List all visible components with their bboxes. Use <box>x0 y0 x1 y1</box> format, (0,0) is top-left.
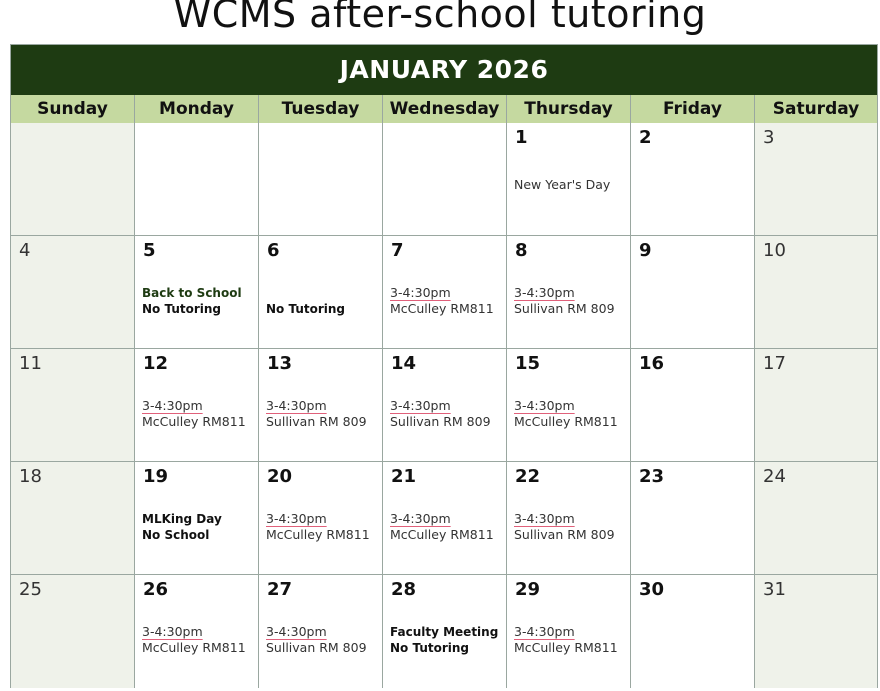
day-cell <box>383 123 507 236</box>
day-cell <box>259 236 383 349</box>
day-number: 5 <box>143 240 156 261</box>
day-number: 11 <box>19 353 42 374</box>
day-number: 23 <box>639 466 665 487</box>
day-cell <box>135 349 259 462</box>
day-cell <box>259 462 383 575</box>
day-cell <box>11 123 135 236</box>
day-number: 28 <box>391 579 417 600</box>
day-note: No Tutoring <box>390 641 470 655</box>
day-number: 9 <box>639 240 652 261</box>
tutoring-room: Sullivan RM 809 <box>514 527 615 542</box>
day-number: 30 <box>639 579 665 600</box>
weekday-sunday: Sunday <box>11 95 135 124</box>
day-note: New Year's Day <box>514 177 611 192</box>
weekday-thursday: Thursday <box>507 95 631 124</box>
day-cell <box>755 349 877 462</box>
day-cell <box>631 462 755 575</box>
day-number: 24 <box>763 466 786 487</box>
day-number: 1 <box>515 127 528 148</box>
document-title: WCMS after-school tutoring <box>173 0 707 36</box>
day-number: 17 <box>763 353 786 374</box>
weekday-tuesday: Tuesday <box>259 95 383 124</box>
tutoring-time: 3-4:30pm <box>514 398 575 413</box>
day-cell <box>11 575 135 688</box>
tutoring-room: Sullivan RM 809 <box>266 414 367 429</box>
day-number: 4 <box>19 240 31 261</box>
weekday-monday: Monday <box>135 95 259 124</box>
day-cell <box>383 575 507 688</box>
tutoring-room: McCulley RM811 <box>142 640 246 655</box>
day-number: 22 <box>515 466 541 487</box>
day-number: 6 <box>267 240 280 261</box>
day-cell <box>507 575 631 688</box>
day-cell <box>631 123 755 236</box>
day-note: Back to School <box>142 286 242 300</box>
day-cell <box>631 236 755 349</box>
day-note: No Tutoring <box>266 302 346 316</box>
weekday-saturday: Saturday <box>755 95 877 124</box>
calendar-grid <box>11 123 877 688</box>
tutoring-time: 3-4:30pm <box>266 624 327 639</box>
day-cell <box>631 575 755 688</box>
day-cell <box>11 349 135 462</box>
tutoring-room: Sullivan RM 809 <box>390 414 491 429</box>
day-number: 8 <box>515 240 528 261</box>
tutoring-time: 3-4:30pm <box>390 398 451 413</box>
day-cell <box>11 462 135 575</box>
day-cell <box>135 123 259 236</box>
day-number: 15 <box>515 353 541 374</box>
weekday-header-row <box>11 95 877 123</box>
day-note: Faculty Meeting <box>390 625 499 639</box>
day-cell <box>135 462 259 575</box>
day-cell <box>755 123 877 236</box>
tutoring-time: 3-4:30pm <box>390 511 451 526</box>
tutoring-time: 3-4:30pm <box>390 285 451 300</box>
month-header: JANUARY 2026 <box>11 45 877 95</box>
weekday-friday: Friday <box>631 95 755 124</box>
day-number: 19 <box>143 466 169 487</box>
day-cell <box>259 575 383 688</box>
day-cell <box>755 236 877 349</box>
day-number: 13 <box>267 353 293 374</box>
day-cell <box>507 123 631 236</box>
day-number: 2 <box>639 127 652 148</box>
day-number: 14 <box>391 353 417 374</box>
day-number: 26 <box>143 579 169 600</box>
calendar-table <box>10 44 878 688</box>
tutoring-time: 3-4:30pm <box>142 398 203 413</box>
day-cell <box>507 236 631 349</box>
day-note: MLKing Day <box>142 512 222 526</box>
day-cell <box>383 462 507 575</box>
tutoring-time: 3-4:30pm <box>514 511 575 526</box>
day-number: 3 <box>763 127 775 148</box>
tutoring-time: 3-4:30pm <box>266 511 327 526</box>
tutoring-room: Sullivan RM 809 <box>514 301 615 316</box>
day-number: 27 <box>267 579 293 600</box>
day-cell <box>507 349 631 462</box>
day-number: 12 <box>143 353 169 374</box>
tutoring-time: 3-4:30pm <box>514 624 575 639</box>
tutoring-time: 3-4:30pm <box>266 398 327 413</box>
day-number: 7 <box>391 240 404 261</box>
weekday-wednesday: Wednesday <box>383 95 507 124</box>
day-cell <box>383 236 507 349</box>
tutoring-room: McCulley RM811 <box>390 301 494 316</box>
tutoring-room: McCulley RM811 <box>514 414 618 429</box>
day-cell <box>259 123 383 236</box>
day-note: No School <box>142 528 210 542</box>
day-number: 31 <box>763 579 786 600</box>
day-cell <box>507 462 631 575</box>
tutoring-room: Sullivan RM 809 <box>266 640 367 655</box>
day-cell <box>135 575 259 688</box>
day-note: No Tutoring <box>142 302 222 316</box>
tutoring-room: McCulley RM811 <box>142 414 246 429</box>
tutoring-room: McCulley RM811 <box>514 640 618 655</box>
day-cell <box>135 236 259 349</box>
tutoring-time: 3-4:30pm <box>514 285 575 300</box>
day-number: 25 <box>19 579 42 600</box>
day-cell <box>755 575 877 688</box>
day-cell <box>755 462 877 575</box>
day-number: 29 <box>515 579 541 600</box>
day-cell <box>259 349 383 462</box>
day-number: 21 <box>391 466 417 487</box>
day-number: 20 <box>267 466 293 487</box>
day-number: 18 <box>19 466 42 487</box>
day-number: 10 <box>763 240 786 261</box>
day-cell <box>631 349 755 462</box>
day-cell <box>11 236 135 349</box>
tutoring-room: McCulley RM811 <box>390 527 494 542</box>
day-number: 16 <box>639 353 665 374</box>
day-cell <box>383 349 507 462</box>
tutoring-time: 3-4:30pm <box>142 624 203 639</box>
tutoring-room: McCulley RM811 <box>266 527 370 542</box>
